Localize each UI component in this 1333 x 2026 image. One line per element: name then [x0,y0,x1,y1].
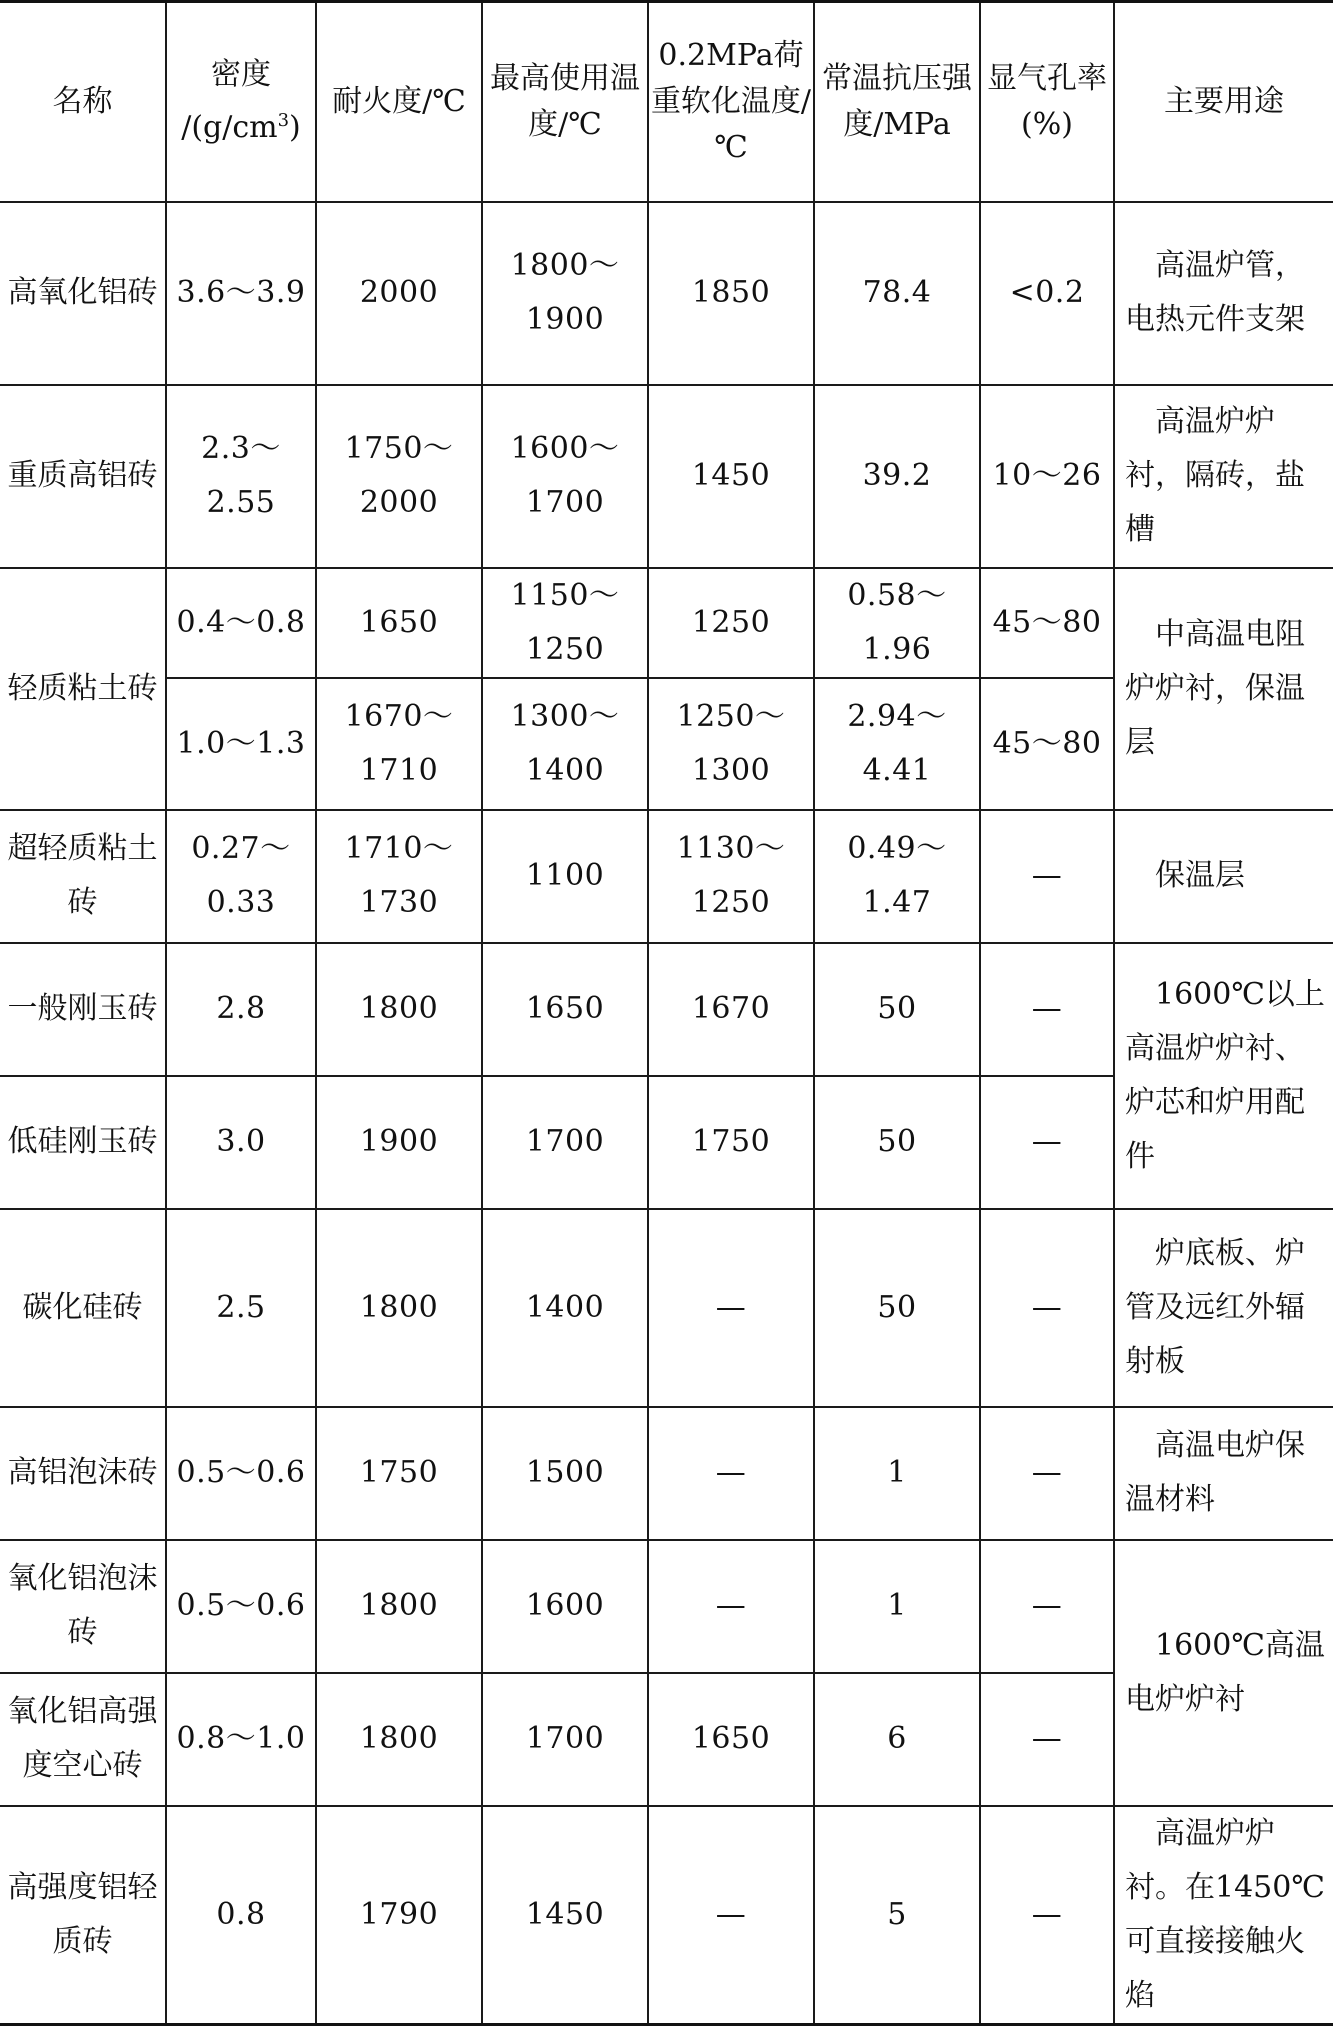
header-density [166,2,316,202]
cell-max-temp: 1700 [482,1673,648,1806]
cell-compressive: 78.4 [814,202,980,385]
cell-usage: 炉底板、炉管及远红外辐射板 [1114,1209,1333,1407]
table-row [0,568,1333,678]
cell-max-temp: 1450 [482,1806,648,2025]
cell-porosity: — [980,943,1114,1076]
header-density-line2: /(g/cm [181,110,278,146]
header-density-line3: ) [289,110,301,146]
cell-density: 1.0～1.3 [166,678,316,810]
cell-porosity: — [980,1806,1114,2025]
cell-porosity: — [980,1540,1114,1673]
table-row [0,385,1333,568]
cell-name: 氧化铝泡沫砖 [0,1540,166,1673]
cell-load-softening: 1250 [648,568,814,678]
cell-max-temp: 1400 [482,1209,648,1407]
cell-density: 2.5 [166,1209,316,1407]
cell-load-softening: 1850 [648,202,814,385]
cell-usage: 1600℃高温电炉炉衬 [1114,1540,1333,1806]
cell-refractoriness: 1800 [316,1209,482,1407]
cell-name: 重质高铝砖 [0,385,166,568]
cell-compressive: 50 [814,1209,980,1407]
cell-usage: 1600℃以上高温炉炉衬、炉芯和炉用配件 [1114,943,1333,1209]
cell-max-temp: 1100 [482,810,648,943]
cell-max-temp: 1600～1700 [482,385,648,568]
cell-name: 高氧化铝砖 [0,202,166,385]
cell-load-softening: — [648,1407,814,1540]
cell-usage: 中高温电阻炉炉衬，保温层 [1114,568,1333,810]
cell-name: 一般刚玉砖 [0,943,166,1076]
cell-porosity: — [980,1076,1114,1209]
cell-refractoriness: 1650 [316,568,482,678]
cell-density: 0.4～0.8 [166,568,316,678]
cell-load-softening: 1670 [648,943,814,1076]
cell-porosity: 45～80 [980,678,1114,810]
cell-compressive: 6 [814,1673,980,1806]
cell-load-softening: 1450 [648,385,814,568]
cell-density: 0.5～0.6 [166,1407,316,1540]
cell-load-softening: 1130～1250 [648,810,814,943]
cell-refractoriness: 1800 [316,1673,482,1806]
cell-compressive: 5 [814,1806,980,2025]
table-row [0,810,1333,943]
cell-porosity: <0.2 [980,202,1114,385]
cell-max-temp: 1150～1250 [482,568,648,678]
cell-name: 碳化硅砖 [0,1209,166,1407]
cell-porosity: — [980,810,1114,943]
cell-refractoriness: 1900 [316,1076,482,1209]
cell-load-softening: — [648,1209,814,1407]
table-row [0,1407,1333,1540]
cell-compressive: 1 [814,1540,980,1673]
cell-refractoriness: 1710～1730 [316,810,482,943]
cell-max-temp: 1300～1400 [482,678,648,810]
header-usage: 主要用途 [1114,2,1333,202]
cell-load-softening: — [648,1806,814,2025]
cell-name: 轻质粘土砖 [0,568,166,810]
cell-compressive: 50 [814,943,980,1076]
cell-compressive: 1 [814,1407,980,1540]
cell-load-softening: — [648,1540,814,1673]
cell-compressive: 0.49～1.47 [814,810,980,943]
cell-load-softening: 1750 [648,1076,814,1209]
cell-max-temp: 1600 [482,1540,648,1673]
cell-max-temp: 1500 [482,1407,648,1540]
cell-compressive: 2.94～4.41 [814,678,980,810]
cell-density: 0.5～0.6 [166,1540,316,1673]
table-row [0,1209,1333,1407]
cell-refractoriness: 1800 [316,1540,482,1673]
header-max-temp: 最高使用温度/℃ [482,2,648,202]
header-row [0,2,1333,202]
cell-porosity: — [980,1209,1114,1407]
cell-refractoriness: 1750～2000 [316,385,482,568]
cell-refractoriness: 1790 [316,1806,482,2025]
cell-name: 超轻质粘土砖 [0,810,166,943]
header-refractoriness: 耐火度/℃ [316,2,482,202]
cell-porosity: 10～26 [980,385,1114,568]
cell-compressive: 39.2 [814,385,980,568]
header-compressive: 常温抗压强度/MPa [814,2,980,202]
cell-density: 3.6～3.9 [166,202,316,385]
table-row [0,1806,1333,2025]
cell-max-temp: 1650 [482,943,648,1076]
cell-usage: 高温炉炉衬。在1450℃可直接接触火焰 [1114,1806,1333,2025]
cell-density: 2.3～2.55 [166,385,316,568]
cell-usage: 保温层 [1114,810,1333,943]
cell-density: 3.0 [166,1076,316,1209]
cell-usage: 高温电炉保温材料 [1114,1407,1333,1540]
table-row [0,202,1333,385]
cell-usage: 高温炉管，电热元件支架 [1114,202,1333,385]
cell-name: 高铝泡沫砖 [0,1407,166,1540]
cell-refractoriness: 1800 [316,943,482,1076]
header-load-softening: 0.2MPa荷重软化温度/℃ [648,2,814,202]
cell-load-softening: 1250～1300 [648,678,814,810]
cell-density: 0.8 [166,1806,316,2025]
cell-compressive: 50 [814,1076,980,1209]
header-density-exponent: 3 [277,110,290,132]
cell-usage: 高温炉炉衬，隔砖，盐槽 [1114,385,1333,568]
cell-max-temp: 1700 [482,1076,648,1209]
cell-porosity: — [980,1673,1114,1806]
cell-compressive: 0.58～1.96 [814,568,980,678]
cell-density: 2.8 [166,943,316,1076]
cell-porosity: — [980,1407,1114,1540]
cell-refractoriness: 1750 [316,1407,482,1540]
cell-density: 0.8～1.0 [166,1673,316,1806]
header-porosity: 显气孔率(%) [980,2,1114,202]
cell-density: 0.27～0.33 [166,810,316,943]
cell-porosity: 45～80 [980,568,1114,678]
cell-refractoriness: 1670～1710 [316,678,482,810]
header-name: 名称 [0,2,166,202]
table-row [0,1540,1333,1673]
cell-max-temp: 1800～1900 [482,202,648,385]
table-row [0,943,1333,1076]
cell-name: 氧化铝高强度空心砖 [0,1673,166,1806]
cell-name: 低硅刚玉砖 [0,1076,166,1209]
cell-load-softening: 1650 [648,1673,814,1806]
header-density-line1: 密度 [211,57,271,93]
cell-refractoriness: 2000 [316,202,482,385]
cell-name: 高强度铝轻质砖 [0,1806,166,2025]
